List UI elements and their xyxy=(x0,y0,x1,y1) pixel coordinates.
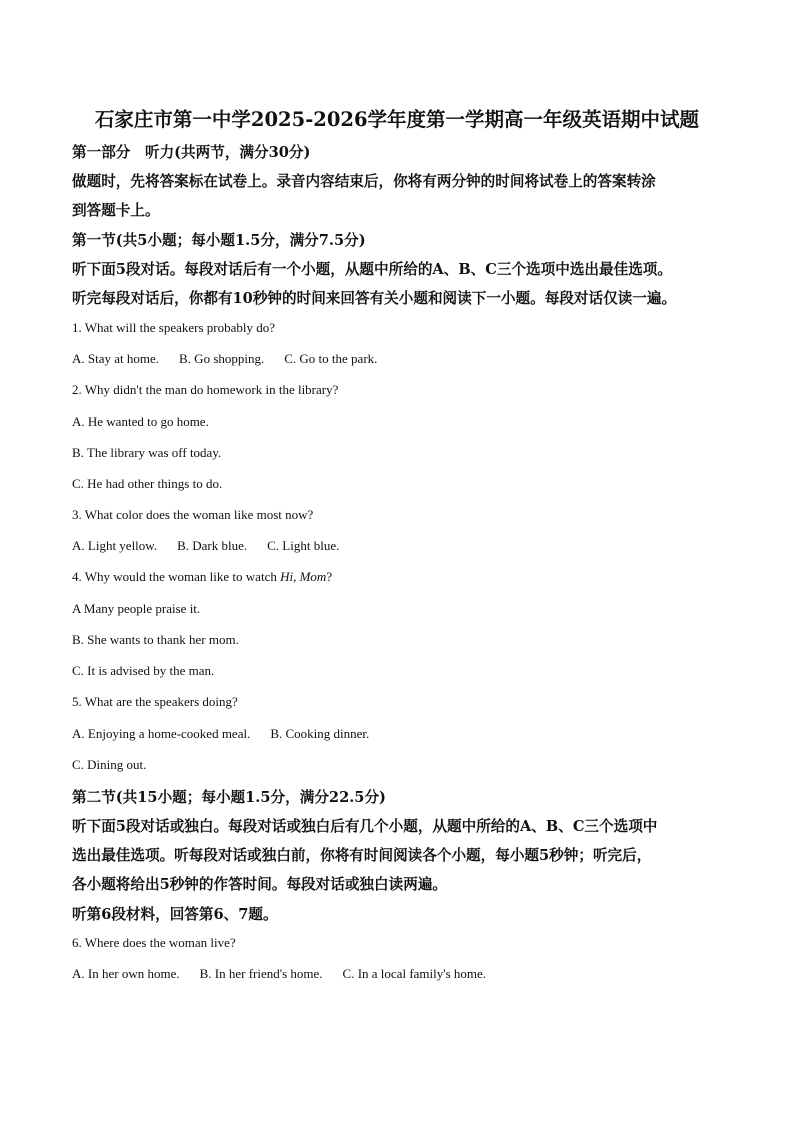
question-6-option-c: C. In a local family's home. xyxy=(342,966,487,981)
question-5-options xyxy=(72,726,369,742)
question-4-stem-suffix: ? xyxy=(326,569,333,584)
section2-instruction-line2: 选出最佳选项。听每段对话或独白前，你将有时间阅读各个小题，每小题5秒钟；听完后， xyxy=(72,847,652,864)
question-2-option-c: C. He had other things to do. xyxy=(72,476,223,491)
question-1-option-a: A. Stay at home. xyxy=(72,351,160,366)
question-3-option-c: C. Light blue. xyxy=(267,538,340,553)
exam-title: 石家庄市第一中学2025-2026学年度第一学期高一年级英语期中试题 xyxy=(94,108,700,131)
question-6-option-b: B. In her friend's home. xyxy=(199,966,323,981)
part1-heading: 第一部分 听力(共两节，满分30分) xyxy=(72,144,311,161)
question-3-stem: 3. What color does the woman like most now? xyxy=(72,507,314,522)
question-5-option-b: B. Cooking dinner. xyxy=(270,726,370,741)
part1-instruction-line2: 到答题卡上。 xyxy=(72,202,160,219)
question-3-option-b: B. Dark blue. xyxy=(177,538,248,553)
question-5-stem: 5. What are the speakers doing? xyxy=(72,694,238,709)
question-3-options xyxy=(72,538,339,554)
question-1-options xyxy=(72,351,377,367)
question-2-option-a: A. He wanted to go home. xyxy=(72,414,209,429)
question-5-option-c: C. Dining out. xyxy=(72,757,147,772)
question-4-option-b: B. She wants to thank her mom. xyxy=(72,632,239,647)
question-1-option-c: C. Go to the park. xyxy=(284,351,378,366)
section1-instruction-line2: 听完每段对话后，你都有10秒钟的时间来回答有关小题和阅读下一小题。每段对话仅读一遍。 xyxy=(72,290,677,307)
question-3-option-a: A. Light yellow. xyxy=(72,538,158,553)
part1-instruction-line1: 做题时，先将答案标在试卷上。录音内容结束后，你将有两分钟的时间将试卷上的答案转涂 xyxy=(72,173,656,190)
section1-heading: 第一节(共5小题；每小题1.5分，满分7.5分) xyxy=(72,232,366,249)
question-4-option-a: A Many people praise it. xyxy=(72,601,201,616)
question-2-option-b: B. The library was off today. xyxy=(72,445,222,460)
question-1-option-b: B. Go shopping. xyxy=(179,351,265,366)
question-4-stem xyxy=(72,569,332,585)
question-6-option-a: A. In her own home. xyxy=(72,966,180,981)
question-1-stem: 1. What will the speakers probably do? xyxy=(72,320,276,335)
question-6-stem: 6. Where does the woman live? xyxy=(72,935,236,950)
material-6-instruction: 听第6段材料，回答第6、7题。 xyxy=(72,906,278,923)
section1-instruction-line1: 听下面5段对话。每段对话后有一个小题，从题中所给的A、B、C三个选项中选出最佳选项。 xyxy=(72,261,672,278)
question-5-option-a: A. Enjoying a home-cooked meal. xyxy=(72,726,251,741)
question-4-stem-title: Hi, Mom xyxy=(280,569,327,584)
section2-heading: 第二节(共15小题；每小题1.5分，满分22.5分) xyxy=(72,789,386,806)
question-6-options xyxy=(72,966,486,982)
question-4-option-c: C. It is advised by the man. xyxy=(72,663,215,678)
section2-instruction-line1: 听下面5段对话或独白。每段对话或独白后有几个小题，从题中所给的A、B、C三个选项中 xyxy=(72,818,658,835)
section2-instruction-line3: 各小题将给出5秒钟的作答时间。每段对话或独白读两遍。 xyxy=(72,876,448,893)
question-2-stem: 2. Why didn't the man do homework in the library? xyxy=(72,382,339,397)
question-4-stem-prefix: 4. Why would the woman like to watch xyxy=(72,569,281,584)
